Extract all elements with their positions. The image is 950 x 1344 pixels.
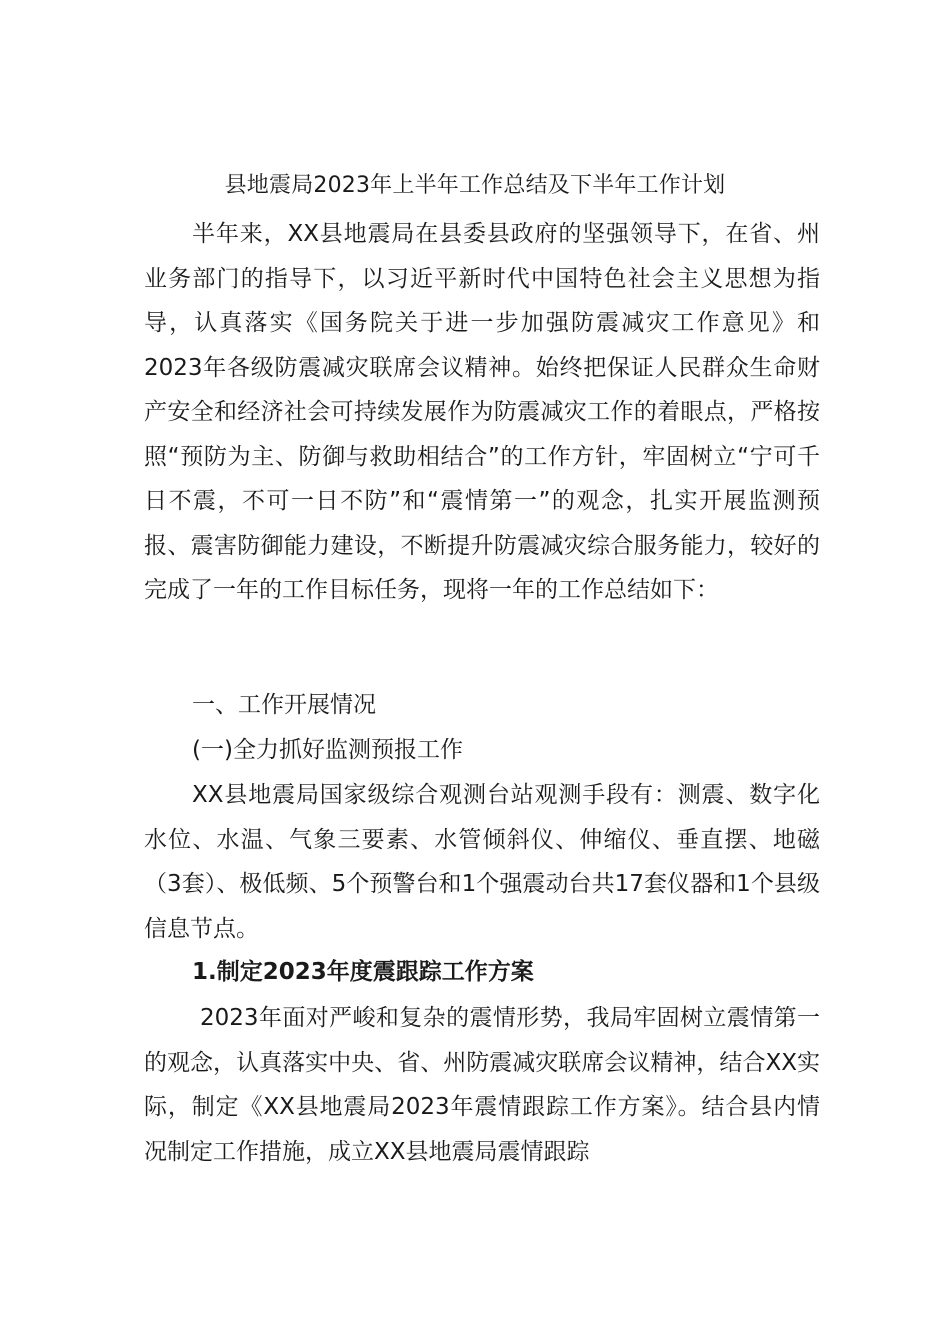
document-title: 县地震局2023年上半年工作总结及下半年工作计划 bbox=[224, 173, 726, 198]
item-heading: 1.制定2023年度震跟踪工作方案 bbox=[192, 959, 534, 985]
section-heading: 一、工作开展情况 bbox=[192, 692, 376, 718]
intro-paragraph: 半年来，XX县地震局在县委县政府的坚强领导下，在省、州业务部门的指导下，以习近平新时代中国特色社会主义思想为指导，认真落实《国务院关于进一步加强防震减灾工作意见》和2023年各级防震减灾联席会议精神。始终把保证人民群众生命财产安全和经济社会可持续发展作为防震减灾工作的着眼点，严格按照“预防为主、防御与救助相结合”的工作方针，牢固树立“宁可千日不震，不可一日不防”和“震情第一”的观念，扎实开展监测预报、震害防御能力建设，不断提升防震减灾综合服务能力，较好的完成了一年的工作目标任务，现将一年的工作总结如下： bbox=[144, 221, 820, 603]
subsection-heading: (一)全力抓好监测预报工作 bbox=[192, 737, 463, 763]
item-paragraph: 2023年面对严峻和复杂的震情形势，我局牢固树立震情第一的观念，认真落实中央、省、州防震减灾联席会议精神，结合XX实际，制定《XX县地震局2023年震情跟踪工作方案》。结合县内情况制定工作措施，成立XX县地震局震情跟踪 bbox=[144, 1005, 820, 1165]
subsection-paragraph: XX县地震局国家级综合观测台站观测手段有：测震、数字化水位、水温、气象三要素、水管倾斜仪、伸缩仪、垂直摆、地磁（3套）、极低频、5个预警台和1个强震动台共17套仪器和1个县级信息节点。 bbox=[144, 782, 820, 942]
